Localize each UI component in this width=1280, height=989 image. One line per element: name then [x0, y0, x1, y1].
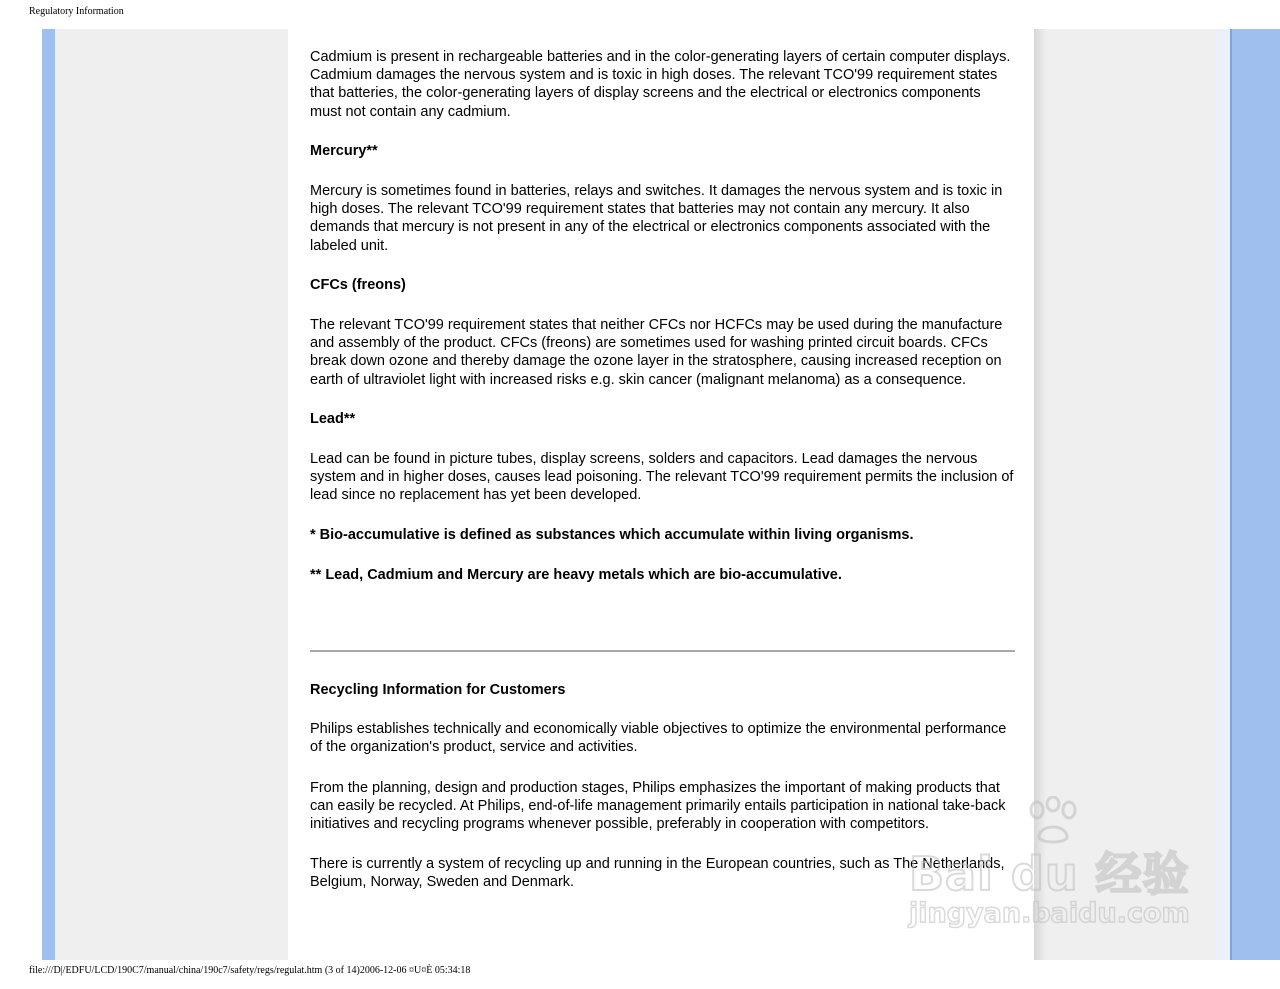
heavy-metals-note: ** Lead, Cadmium and Mercury are heavy metals which are bio-accumulative. [310, 566, 842, 583]
mercury-paragraph: Mercury is sometimes found in batteries, relays and switches. It damages the nervous system and is toxic in high doses. The relevant TCO'99 requirement states that batteries may not contain any mercury. It also demands that mercury is not present in any of the electrical or electronics components associated with the labeled unit. [310, 183, 1003, 254]
right-light-stripe [1216, 29, 1230, 960]
watermark-url-text: jingyan.baidu.com [909, 898, 1190, 929]
article-content [310, 29, 1015, 892]
watermark-brand-text: Bai du 经验 [909, 847, 1190, 901]
left-blue-bar [42, 29, 55, 960]
recycling-paragraph-3: There is currently a system of recycling up and running in the European countries, such as The Netherlands, Belgium, Norway, Sweden and Denmark. [310, 856, 1005, 891]
right-blue-bar [1230, 29, 1280, 960]
mercury-heading: Mercury** [310, 142, 378, 159]
recycling-paragraph-2: From the planning, design and production stages, Philips emphasizes the important of making products that can easily be recycled. At Philips, end-of-life management primarily entails participation in national take-back initiatives and recycling programs whenever possible, preferably in cooperation with competitors. [310, 779, 1006, 833]
section-divider [310, 650, 1015, 652]
cfc-paragraph: The relevant TCO'99 requirement states that neither CFCs nor HCFCs may be used during the manufacture and assembly of the product. CFCs (freons) are sometimes used for washing printed circuit boards. CFCs break down ozone and thereby damage the ozone layer in the stratosphere, causing increased reception on earth of ultraviolet light with increased risks e.g. skin cancer (malignant melanoma) as a consequence. [310, 317, 1003, 388]
cfc-heading: CFCs (freons) [310, 276, 406, 293]
page-footer: file:///D|/EDFU/LCD/190C7/manual/china/190c7/safety/regs/regulat.htm (3 of 14)2006-12-06 ¤U¤È 05:34:18 [29, 965, 471, 976]
page-header: Regulatory Information [29, 6, 124, 17]
bio-accumulative-note: * Bio-accumulative is defined as substances which accumulate within living organisms. [310, 526, 914, 543]
lead-heading: Lead** [310, 410, 356, 427]
left-gray-panel [55, 29, 288, 960]
lead-paragraph: Lead can be found in picture tubes, display screens, solders and capacitors. Lead damages the nervous system and in higher doses, causes lead poisoning. The relevant TCO'99 requirement permits the inclusion of lead since no replacement has yet been developed. [310, 451, 1014, 504]
recycling-paragraph-1: Philips establishes technically and economically viable objectives to optimize the environmental performance of the organization's product, service and activities. [310, 721, 1007, 756]
recycling-heading: Recycling Information for Customers [310, 682, 566, 699]
cadmium-paragraph: Cadmium is present in rechargeable batteries and in the color-generating layers of certain computer displays. Cadmium damages the nervous system and is toxic in high doses. The relevant TCO'99 requirement states that batteries, the color-generating layers of display screens and the electrical or electronics components must not contain any cadmium. [310, 49, 1011, 120]
baidu-watermark [905, 796, 1205, 946]
